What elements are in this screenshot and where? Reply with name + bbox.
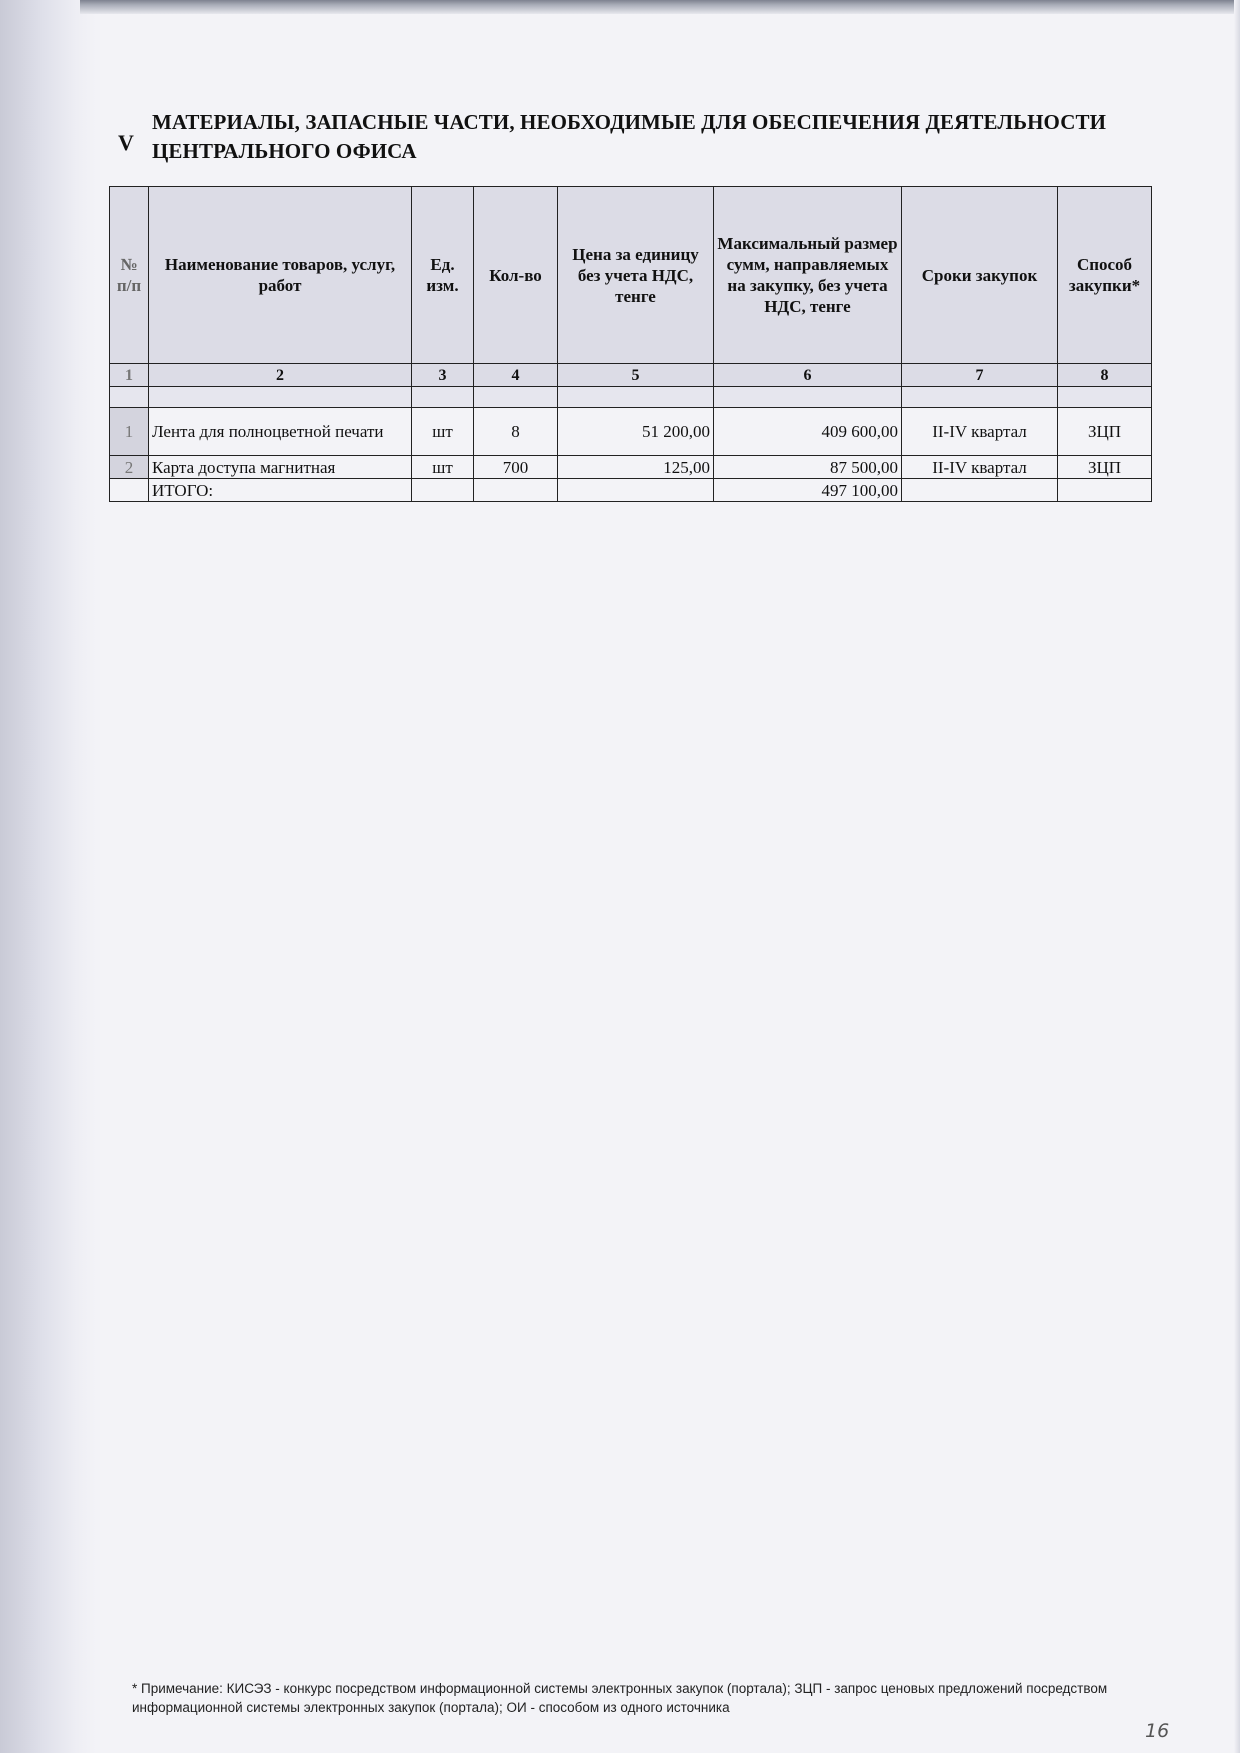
item-sum: 87 500,00 [714,456,902,479]
page-number: 16 [1145,1720,1170,1742]
item-sum: 409 600,00 [714,408,902,456]
header-number: № п/п [110,187,149,364]
section-title: МАТЕРИАЛЫ, ЗАПАСНЫЕ ЧАСТИ, НЕОБХОДИМЫЕ ДЛЯ ОБЕСПЕЧЕНИЯ ДЕЯТЕЛЬНОСТИ ЦЕНТРАЛЬНОГО ОФИСА [152,110,1107,163]
header-price: Цена за единицу без учета НДС, тенге [558,187,714,364]
blank-row [110,387,1152,408]
header-period: Сроки закупок [902,187,1058,364]
item-unit: шт [412,456,474,479]
column-number: 8 [1058,364,1152,387]
item-price: 51 200,00 [558,408,714,456]
scan-left-shadow [0,0,96,1753]
item-qty: 700 [474,456,558,479]
footnote: * Примечание: КИСЭЗ - конкурс посредством информационной системы электронных закупок (портала); ЗЦП - запрос ценовых предложений посредством информационной системы электронных закупок (портала); ОИ - способом из одного источника [132,1681,1108,1715]
section-number: V [118,130,134,155]
header-sum: Максимальный размер сумм, направляемых на закупку, без учета НДС, тенге [714,187,902,364]
procurement-table [109,186,1152,502]
item-name: Лента для полноцветной печати [149,408,412,456]
item-method: ЗЦП [1058,456,1152,479]
item-price: 125,00 [558,456,714,479]
item-unit: шт [412,408,474,456]
column-number: 1 [110,364,149,387]
column-number: 3 [412,364,474,387]
header-unit: Ед. изм. [412,187,474,364]
total-sum: 497 100,00 [714,479,902,502]
column-number: 5 [558,364,714,387]
item-qty: 8 [474,408,558,456]
table-row [110,408,1152,456]
scan-right-edge [1234,0,1240,1753]
column-number-row [110,364,1152,387]
item-name: Карта доступа магнитная [149,456,412,479]
column-number: 6 [714,364,902,387]
row-number: 1 [110,408,149,456]
scan-top-edge [80,0,1240,14]
total-label: ИТОГО: [149,479,412,502]
item-method: ЗЦП [1058,408,1152,456]
table-header-row [110,187,1152,364]
header-qty: Кол-во [474,187,558,364]
row-number: 2 [110,456,149,479]
header-method: Способ закупки* [1058,187,1152,364]
column-number: 7 [902,364,1058,387]
column-number: 4 [474,364,558,387]
column-number: 2 [149,364,412,387]
table-row [110,456,1152,479]
item-period: II-IV квартал [902,408,1058,456]
item-period: II-IV квартал [902,456,1058,479]
header-name: Наименование товаров, услуг, работ [149,187,412,364]
total-row [110,479,1152,502]
